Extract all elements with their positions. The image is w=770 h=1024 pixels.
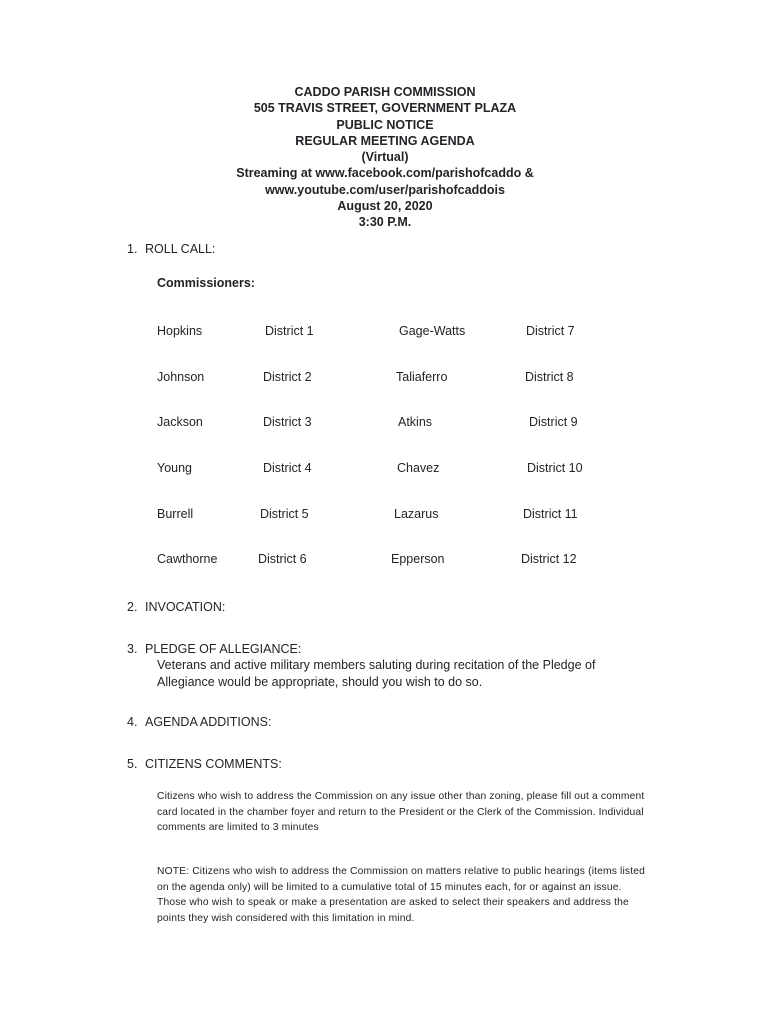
commissioner-name: Gage-Watts: [399, 324, 466, 338]
agenda-item-roll-call: [127, 242, 215, 256]
citizens-note-paragraph: NOTE: Citizens who wish to address the Commission on matters relative to public hearings (items listed on the agenda only) will be limited to a cumulative total of 15 minutes each, for or against an issue. Those who wish to speak or make a presentation are asked to select their speakers and address the points they wish considered with this limitation in mind.: [157, 866, 645, 924]
commissioner-district: District 5: [260, 507, 309, 521]
agenda-item-pledge: [127, 642, 301, 656]
header-date: August 20, 2020: [337, 199, 433, 214]
commissioner-district: District 1: [265, 324, 314, 338]
commissioner-district: District 4: [263, 461, 312, 475]
header-address: 505 TRAVIS STREET, GOVERNMENT PLAZA: [253, 101, 517, 116]
agenda-item-citizens-comments: [127, 757, 282, 771]
item-number: 1.: [127, 242, 138, 256]
commissioner-name: Hopkins: [157, 324, 203, 338]
header-meeting-type: REGULAR MEETING AGENDA: [295, 133, 475, 148]
commissioner-name: Jackson: [157, 415, 203, 429]
commissioner-district: District 3: [263, 415, 312, 429]
header-streaming-facebook: Streaming at www.facebook.com/parishofcaddo &: [236, 166, 534, 181]
item-number: 4.: [127, 715, 138, 729]
commissioner-district: District 12: [521, 552, 577, 566]
pledge-description: Veterans and active military members saluting during recitation of the Pledge of Allegiance would be appropriate, should you wish to do so.: [157, 658, 596, 689]
header-virtual: (Virtual): [361, 150, 409, 165]
agenda-item-additions: [127, 715, 271, 729]
item-number: 3.: [127, 642, 138, 656]
commissioner-name: Johnson: [157, 370, 205, 384]
commissioner-district: District 2: [263, 370, 312, 384]
commissioner-name: Lazarus: [394, 507, 439, 521]
item-title: CITIZENS COMMENTS:: [145, 757, 282, 771]
item-title: PLEDGE OF ALLEGIANCE:: [145, 642, 302, 656]
commissioner-name: Atkins: [398, 415, 433, 429]
item-title: AGENDA ADDITIONS:: [145, 715, 272, 729]
header-org: CADDO PARISH COMMISSION: [294, 85, 476, 99]
commissioner-district: District 9: [529, 415, 578, 429]
citizens-comments-paragraph: Citizens who wish to address the Commission on any issue other than zoning, please fill out a comment card located in the chamber foyer and return to the President or the Clerk of the Commission. Individual comments are limited to 3 minutes: [157, 791, 645, 834]
header-notice: PUBLIC NOTICE: [336, 117, 434, 132]
commissioners-heading: Commissioners:: [157, 276, 255, 290]
agenda-item-invocation: [127, 600, 225, 614]
header-streaming-youtube: www.youtube.com/user/parishofcaddois: [265, 182, 505, 197]
item-number: 5.: [127, 757, 138, 771]
item-title: ROLL CALL:: [145, 242, 216, 256]
commissioner-name: Chavez: [397, 461, 440, 475]
commissioner-name: Epperson: [391, 552, 445, 566]
commissioner-name: Cawthorne: [157, 552, 218, 566]
document-header: [0, 84, 770, 231]
commissioner-district: District 7: [526, 324, 575, 338]
item-title: INVOCATION:: [145, 600, 226, 614]
commissioner-district: District 10: [527, 461, 583, 475]
commissioner-name: Burrell: [157, 507, 194, 521]
item-number: 2.: [127, 600, 138, 614]
commissioner-district: District 8: [525, 370, 574, 384]
commissioner-district: District 11: [523, 507, 578, 521]
commissioner-name: Young: [157, 461, 192, 475]
header-time: 3:30 P.M.: [358, 215, 412, 230]
commissioner-name: Taliaferro: [396, 370, 448, 384]
commissioner-district: District 6: [258, 552, 307, 566]
